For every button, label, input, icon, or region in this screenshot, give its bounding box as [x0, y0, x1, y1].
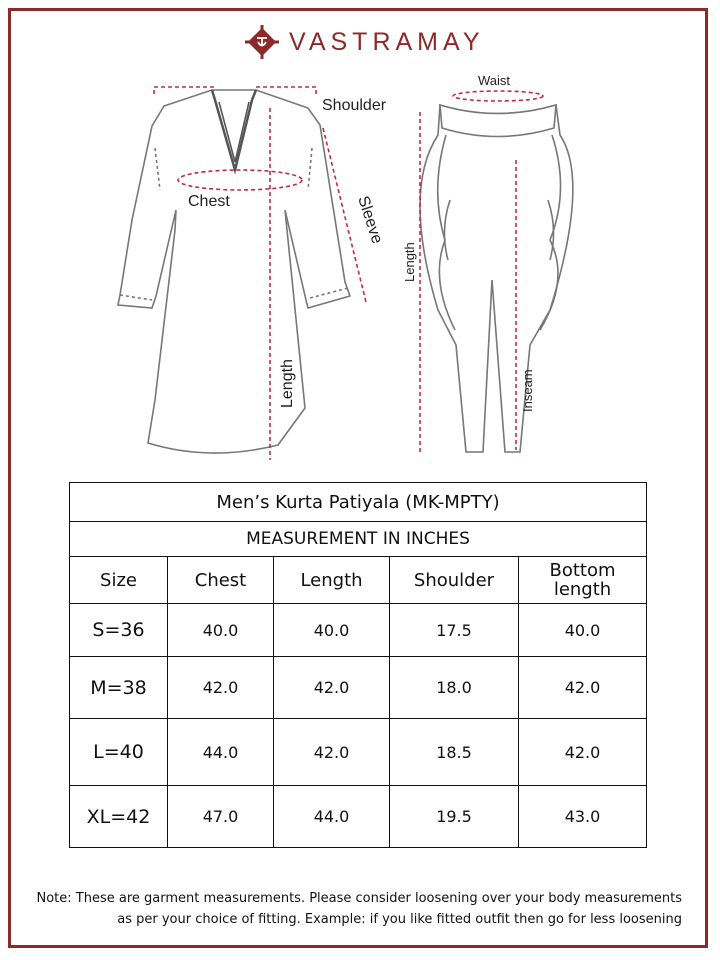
cell-length: 42.0	[274, 657, 390, 719]
header-size: Size	[70, 557, 168, 604]
diamond-logo-icon	[245, 25, 279, 59]
header-bottom-length	[519, 557, 647, 604]
header-shoulder: Shoulder	[390, 557, 519, 604]
note-line-2: as per your choice of fitting. Example: if you like fitted outfit then go for less loosening	[117, 912, 682, 927]
patiyala-label-waist: Waist	[478, 73, 511, 88]
cell-shoulder: 18.0	[390, 657, 519, 719]
header-bottom-line1: Bottom	[549, 560, 616, 581]
header-bottom-line2: length	[553, 579, 612, 600]
cell-chest: 47.0	[168, 786, 274, 848]
table-title-row	[70, 483, 647, 522]
brand-header	[245, 24, 485, 60]
cell-size: L=40	[70, 719, 168, 786]
table-row	[70, 719, 647, 786]
table-subtitle: MEASUREMENT IN INCHES	[70, 522, 647, 557]
cell-chest: 44.0	[168, 719, 274, 786]
table-row	[70, 786, 647, 848]
table-row	[70, 657, 647, 719]
brand-name: VASTRAMAY	[289, 27, 485, 56]
table-header-row	[70, 557, 647, 604]
cell-shoulder: 18.5	[390, 719, 519, 786]
header-length: Length	[274, 557, 390, 604]
cell-bottom-length: 42.0	[519, 719, 647, 786]
cell-length: 40.0	[274, 604, 390, 657]
note-line-1: Note: These are garment measurements. Please consider loosening over your body measurements	[36, 891, 682, 906]
cell-chest: 42.0	[168, 657, 274, 719]
kurta-label-length: Length	[279, 359, 296, 408]
cell-shoulder: 17.5	[390, 604, 519, 657]
fitting-note	[30, 888, 682, 930]
cell-shoulder: 19.5	[390, 786, 519, 848]
cell-bottom-length: 42.0	[519, 657, 647, 719]
size-chart-table	[69, 482, 647, 848]
cell-length: 42.0	[274, 719, 390, 786]
cell-bottom-length: 43.0	[519, 786, 647, 848]
table-subtitle-row	[70, 522, 647, 557]
patiyala-label-length: Length	[402, 242, 417, 282]
kurta-label-chest: Chest	[188, 193, 230, 210]
table-row	[70, 604, 647, 657]
patiyala-label-inseam: Inseam	[520, 369, 535, 412]
cell-size: M=38	[70, 657, 168, 719]
table-title: Men’s Kurta Patiyala (MK-MPTY)	[70, 483, 647, 522]
kurta-label-shoulder: Shoulder	[322, 97, 387, 114]
cell-length: 44.0	[274, 786, 390, 848]
cell-size: S=36	[70, 604, 168, 657]
patiyala-illustration	[420, 105, 573, 452]
cell-bottom-length: 40.0	[519, 604, 647, 657]
kurta-label-sleeve: Sleeve	[354, 193, 386, 246]
kurta-illustration	[118, 90, 350, 453]
cell-size: XL=42	[70, 786, 168, 848]
cell-chest: 40.0	[168, 604, 274, 657]
header-chest: Chest	[168, 557, 274, 604]
garment-diagram	[100, 70, 600, 470]
